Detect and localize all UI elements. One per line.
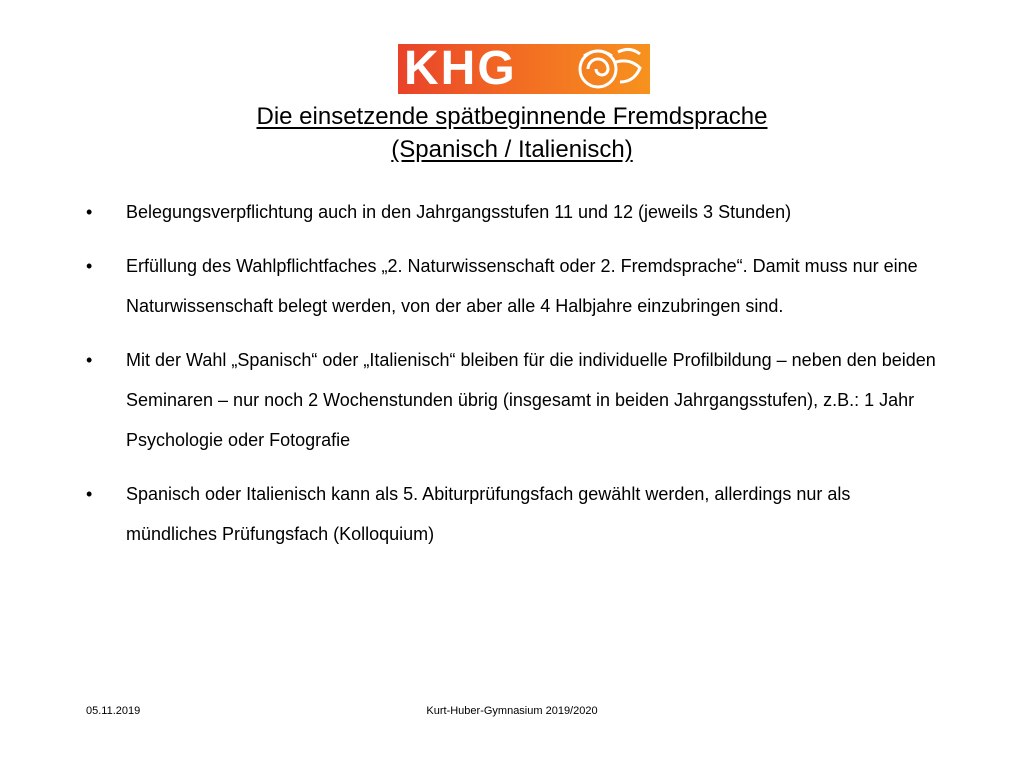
bullet-item — [86, 340, 946, 460]
rose-icon — [558, 44, 648, 94]
bullet-item — [86, 246, 946, 326]
school-logo — [398, 44, 650, 94]
bullet-symbol: • — [86, 484, 93, 504]
logo-text: KHG — [404, 44, 517, 94]
bullet-symbol: • — [86, 256, 93, 276]
bullet-symbol: • — [86, 350, 93, 370]
bullet-text: Erfüllung des Wahlpflichtfaches „2. Naturwissenschaft oder 2. Fremdsprache“. Damit muss nur eine Naturwissenschaft belegt werden, von der aber alle 4 Halbjahre einzubringen sind. — [126, 256, 918, 316]
bullet-text: Spanisch oder Italienisch kann als 5. Abiturprüfungsfach gewählt werden, allerdings nur als mündliches Prüfungsfach (Kolloquium) — [126, 484, 851, 544]
footer-date: 05.11.2019 — [86, 705, 141, 717]
bullet-list — [86, 192, 946, 568]
bullet-text: Mit der Wahl „Spanisch“ oder „Italienisch“ bleiben für die individuelle Profilbildung – neben den beiden Seminaren – nur noch 2 Wochenstunden übrig (insgesamt in beiden Jahrgangsstufen), z.B.: 1 Jahr Psychologie oder Fotografie — [126, 350, 936, 450]
title-line-1: Die einsetzende spätbeginnende Fremdsprache — [256, 103, 768, 130]
bullet-item — [86, 192, 946, 232]
footer-school: Kurt-Huber-Gymnasium 2019/2020 — [426, 705, 598, 717]
title-line-2: (Spanisch / Italienisch) — [391, 136, 633, 163]
slide-title — [0, 100, 1024, 166]
bullet-symbol: • — [86, 202, 93, 222]
bullet-item — [86, 474, 946, 554]
bullet-text: Belegungsverpflichtung auch in den Jahrgangsstufen 11 und 12 (jeweils 3 Stunden) — [126, 202, 792, 222]
